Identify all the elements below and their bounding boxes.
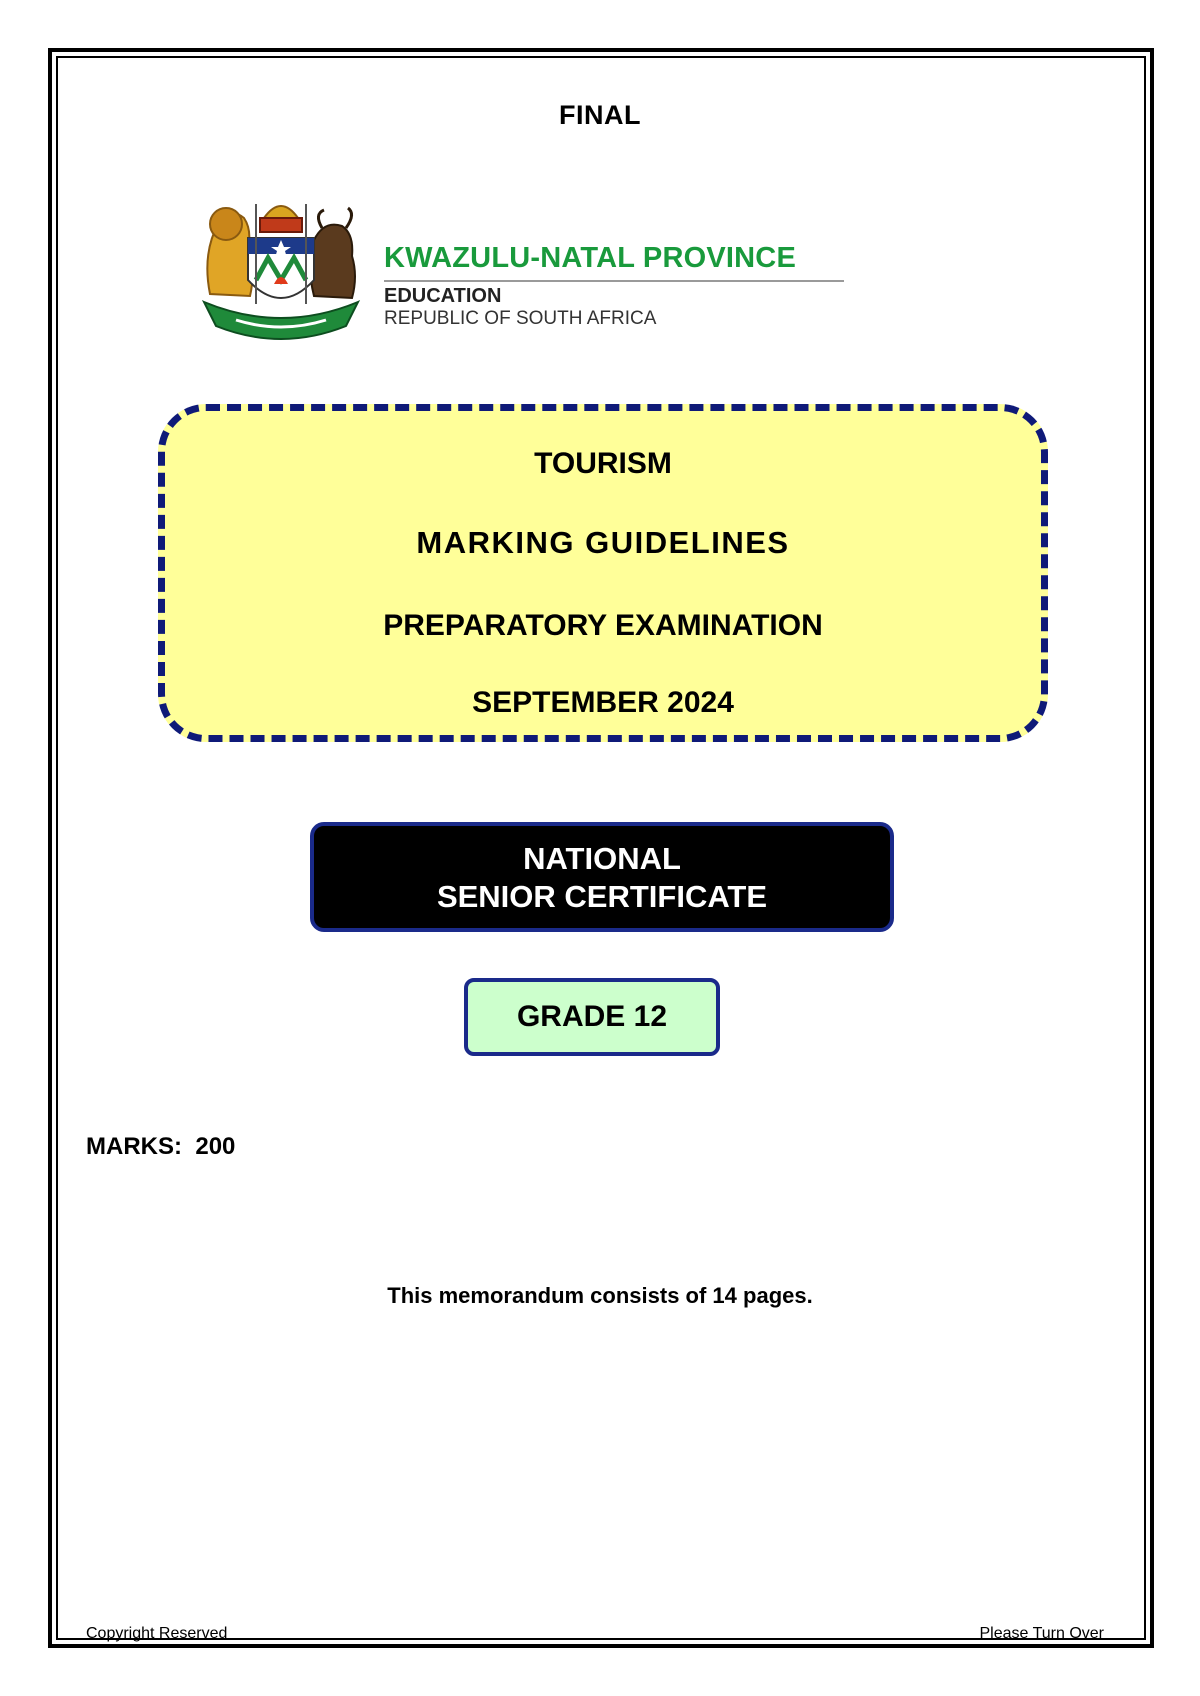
footer-turn-over: Please Turn Over (979, 1625, 1104, 1642)
marks-value: 200 (195, 1133, 236, 1160)
marks-label: MARKS: (86, 1133, 182, 1160)
certificate-banner (310, 822, 894, 932)
country-name: REPUBLIC OF SOUTH AFRICA (384, 308, 657, 329)
logo-divider (384, 280, 844, 282)
exam-name: PREPARATORY EXAMINATION (383, 609, 823, 642)
coat-of-arms-icon (196, 184, 366, 344)
certificate-line-1: NATIONAL (523, 841, 681, 876)
document-type: MARKING GUIDELINES (416, 525, 790, 560)
footer-copyright: Copyright Reserved (86, 1625, 228, 1642)
marks-total (86, 1133, 235, 1161)
subject-title: TOURISM (534, 447, 672, 480)
province-name: KWAZULU-NATAL PROVINCE (384, 242, 796, 274)
grade-badge: GRADE 12 (464, 978, 720, 1056)
department-name: EDUCATION (384, 285, 502, 307)
certificate-line-2: SENIOR CERTIFICATE (436, 879, 768, 914)
exam-date: SEPTEMBER 2024 (472, 686, 734, 719)
document-status: FINAL (559, 100, 641, 130)
department-logo (196, 184, 856, 344)
title-panel (158, 404, 1048, 742)
page-count-note: This memorandum consists of 14 pages. (387, 1283, 813, 1308)
